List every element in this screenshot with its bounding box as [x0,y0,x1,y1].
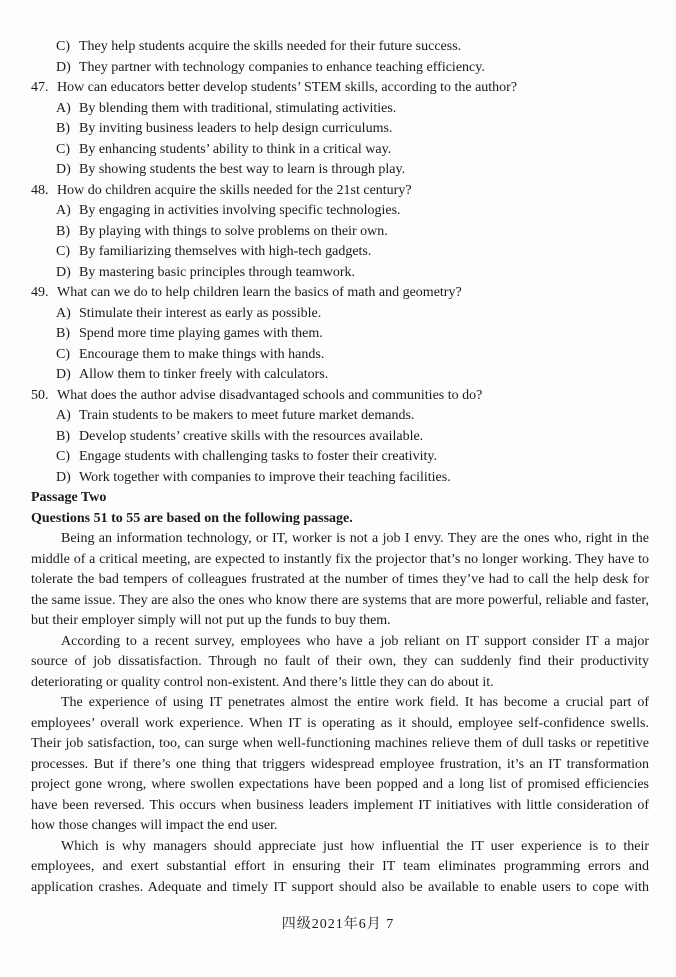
option-line [56,324,649,345]
option-label: D) [56,367,71,382]
option-label: B) [56,223,70,239]
question-number: 49. [31,285,49,300]
question-options [31,99,649,181]
option-label: B) [56,121,70,136]
option-line [56,242,649,263]
question-number: 48. [31,182,49,198]
option-label: C) [56,39,70,54]
question-options [31,304,649,386]
passage-paragraph: The experience of using IT penetrates almost the entire work field. It has become a crucial part of employees’ overall work experience. When IT is operating as it should, employee self-confidence swells. Their job satisfaction, too, can surge when well-functioning machines relieve them of dull tasks or repetitive processes. But if there’s one thing that triggers widespread employee frustration, it’s an IT transformation project gone wrong, where swollen expectations have been popped and a long list of promised efficiencies have been reversed. This occurs when business leaders implement IT initiatives with little consideration of how those changes will impact the end user. [31,695,649,833]
option-line [56,447,649,468]
question-number: 47. [31,80,49,95]
option-text: Engage students with challenging tasks to foster their creativity. [79,449,437,464]
page-content [31,37,649,898]
option-line [56,119,649,140]
option-line [56,468,649,489]
option-label: D) [56,162,71,177]
option-line [56,263,649,284]
question-line [31,386,649,407]
option-label: B) [56,428,70,444]
page-number-footer: 四级2021年6月 7 [281,917,395,932]
option-line [56,427,649,448]
option-text: By familiarizing themselves with high-tech gadgets. [79,244,372,259]
option-text: By playing with things to solve problems on their own. [79,223,388,239]
option-text: By blending them with traditional, stimulating activities. [79,100,397,116]
option-line [56,304,649,325]
option-label: B) [56,326,70,341]
question-block [31,181,649,284]
option-label: A) [56,305,71,321]
option-line [56,345,649,366]
question-options [31,201,649,283]
option-text: They help students acquire the skills needed for their future success. [79,39,462,54]
question-number: 50. [31,387,49,403]
questions-list [31,78,649,488]
option-label: C) [56,346,70,362]
option-text: By mastering basic principles through teamwork. [79,264,356,280]
passage-paragraph: Being an information technology, or IT, worker is not a job I envy. They are the ones who, right in the middle of a critical meeting, are expected to instantly fix the projector that’s no longer working. They have to tolerate the bad tempers of colleagues frustrated at the number of times they’ve had to call the help desk for the same issue. They are also the ones who know there are systems that are more powerful, reliable and faster, but their employer simply will not put up the funds to buy them. [31,531,649,628]
question-line [31,181,649,202]
option-text: Stimulate their interest as early as possible. [79,305,322,321]
question-text: What does the author advise disadvantaged schools and communities to do? [57,387,483,403]
option-text: Encourage them to make things with hands. [79,346,325,362]
option-text: They partner with technology companies to enhance teaching efficiency. [79,59,485,75]
option-text: Spend more time playing games with them. [79,326,323,341]
passage-two-heading: Passage Two [31,490,107,505]
passage-paragraph: Which is why managers should appreciate just how influential the IT user experience is to their employees, and exert substantial effort in ensuring their IT team eliminates programming errors and application crashes. Adequate and timely IT support should also be available to enable users to cope with [31,838,649,895]
option-label: D) [56,264,71,280]
option-text: Train students to be makers to meet future market demands. [79,408,415,423]
question-text: How can educators better develop students’ STEM skills, according to the author? [57,80,518,95]
option-label: A) [56,408,71,423]
question-block [31,78,649,181]
option-line [56,140,649,161]
option-label: C) [56,244,70,259]
option-line [56,58,649,79]
question-line [31,78,649,99]
option-text: By inviting business leaders to help design curriculums. [79,121,393,136]
option-text: By showing students the best way to learn is through play. [79,162,406,177]
question-block [31,386,649,489]
option-line [56,37,649,58]
question-text: What can we do to help children learn the basics of math and geometry? [57,285,462,300]
option-line [56,99,649,120]
option-label: A) [56,203,71,218]
option-label: D) [56,469,71,485]
question-text: How do children acquire the skills needed for the 21st century? [57,182,412,198]
option-label: C) [56,449,70,464]
option-text: Allow them to tinker freely with calculators. [79,367,329,382]
option-text: By engaging in activities involving specific technologies. [79,203,401,218]
option-label: C) [56,141,70,157]
option-line [56,201,649,222]
option-label: D) [56,59,71,75]
option-text: Work together with companies to improve their teaching facilities. [79,469,451,485]
question-line [31,283,649,304]
passage-paragraphs [31,529,649,898]
option-label: A) [56,100,71,116]
option-line [56,222,649,243]
question-46-leftover-options [31,37,649,78]
option-text: By enhancing students’ ability to think in a critical way. [79,141,392,157]
option-line [56,365,649,386]
question-block [31,283,649,386]
passage-paragraph: According to a recent survey, employees who have a job reliant on IT support consider IT a major source of job dissatisfaction. Through no fault of their own, they can suddenly find their productivity deteriorating or quality control non-existent. And there’s little they can do about it. [31,633,649,690]
question-options [31,406,649,488]
passage-instruction: Questions 51 to 55 are based on the following passage. [31,510,353,526]
option-line [56,160,649,181]
option-text: Develop students’ creative skills with the resources available. [79,428,424,444]
option-line [56,406,649,427]
